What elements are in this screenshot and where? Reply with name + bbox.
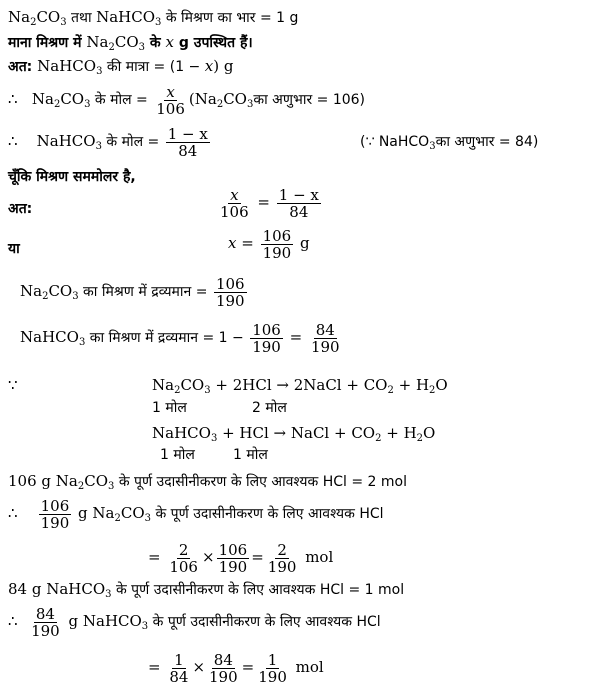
label-or: या <box>8 241 20 257</box>
fraction <box>154 84 187 117</box>
hindi-text: का मिश्रण में द्रव्यमान = <box>78 284 212 300</box>
subscript: 3 <box>141 621 149 632</box>
formula-text: CO <box>120 504 145 522</box>
equals-sign: = <box>257 193 270 211</box>
fraction <box>309 322 342 355</box>
numerator: 1 <box>267 650 278 669</box>
hindi-text: का अणुभार = 84) <box>435 134 539 150</box>
variable-x: x <box>204 57 214 75</box>
formula-text: + 2HCl → 2NaCl + CO <box>210 376 388 394</box>
fraction <box>261 228 294 261</box>
hindi-text: के पूर्ण उदासीनीकरण के लिए आवश्यक HCl <box>151 506 384 522</box>
subscript: 3 <box>246 99 254 110</box>
fraction <box>167 652 190 685</box>
multiply-sign: × <box>192 658 206 676</box>
subscript: 3 <box>78 337 86 348</box>
hindi-text: के मिश्रण का भार = 1 g <box>161 10 299 26</box>
hindi-text: माना मिश्रण में <box>8 35 87 51</box>
unit: g <box>295 234 310 252</box>
numerator: x <box>230 185 239 204</box>
numerator: 106 <box>215 274 245 293</box>
numerator: 106 <box>40 496 70 515</box>
numerator: 106 <box>218 540 248 559</box>
denominator: 190 <box>267 557 297 576</box>
formula-text: CO <box>36 8 61 26</box>
molar-mass-note <box>360 132 538 151</box>
hindi-text: के पूर्ण उदासीनीकरण के लिए आवश्यक HCl = 2 mol <box>114 474 407 490</box>
numerator: 1 − x <box>278 185 319 204</box>
formula-text: + H <box>381 424 417 442</box>
subscript: 3 <box>60 17 67 28</box>
equation-x-value <box>228 224 310 262</box>
subscript: 3 <box>155 17 162 28</box>
formula-text: 84 g NaHCO <box>8 580 106 598</box>
unit: mol <box>300 548 334 566</box>
hindi-text: के मोल = <box>101 134 164 150</box>
formula-text: CO <box>60 90 85 108</box>
mole-label: 2 मोल <box>252 400 287 416</box>
line-nahco3-hcl-required <box>8 580 404 599</box>
denominator: 84 <box>178 141 198 160</box>
subscript: 2 <box>216 99 224 110</box>
hindi-text: के मोल = <box>90 92 153 108</box>
equals-sign: = <box>241 658 255 676</box>
fraction <box>266 542 299 575</box>
calc-nahco3-hcl <box>148 648 324 686</box>
therefore-symbol: ∴ <box>8 90 18 108</box>
subscript: 2 <box>30 17 37 28</box>
variable-x: x <box>165 33 174 51</box>
subscript: 2 <box>375 433 382 444</box>
mole-label: 1 मोल <box>233 447 268 463</box>
denominator: 106 <box>156 99 185 118</box>
denominator: 190 <box>215 291 245 310</box>
hindi-text: के पूर्ण उदासीनीकरण के लिए आवश्यक HCl <box>148 614 381 630</box>
equals-sign: = <box>251 548 264 566</box>
subscript: 3 <box>105 589 112 600</box>
formula-text: NaHCO <box>152 424 211 442</box>
line-assume-x <box>8 33 253 52</box>
subscript: 2 <box>429 385 436 396</box>
subscript: 2 <box>77 481 85 492</box>
formula-text: 106 g Na <box>8 472 78 490</box>
because-symbol: ∵ <box>8 376 18 394</box>
therefore-symbol: ∴ <box>8 132 18 150</box>
formula-text: Na <box>152 376 175 394</box>
formula-text: CO <box>223 90 247 108</box>
equals-sign: = <box>148 548 166 566</box>
formula-text: (Na <box>188 90 217 108</box>
denominator: 190 <box>310 337 340 356</box>
numerator: 84 <box>213 650 233 669</box>
label-therefore: अत: <box>8 201 33 217</box>
hindi-text: (∵ NaHCO <box>360 134 430 150</box>
formula-text: CO <box>48 282 73 300</box>
denominator: 190 <box>40 513 70 532</box>
hindi-text: तथा <box>66 10 97 26</box>
denominator: 106 <box>220 202 249 221</box>
formula-text: Na <box>31 90 54 108</box>
fraction <box>39 498 72 531</box>
hindi-text: g उपस्थित हैं। <box>174 35 253 51</box>
formula-text: CO <box>84 472 108 490</box>
fraction <box>167 542 200 575</box>
calc-na2co3-hcl <box>148 538 333 576</box>
variable-x: x <box>228 234 237 252</box>
formula-text: + HCl → NaCl + CO <box>217 424 376 442</box>
line-na2co3-mass <box>20 272 249 310</box>
line-nahco3-moles <box>8 122 212 160</box>
formula-text: CO <box>180 376 205 394</box>
denominator: 190 <box>31 621 60 640</box>
fraction <box>207 652 240 685</box>
subscript: 3 <box>204 385 211 396</box>
hindi-text: अत: <box>8 59 38 75</box>
line-na2co3-hcl-required <box>8 472 407 491</box>
formula-text: + H <box>393 376 430 394</box>
subscript: 2 <box>42 291 49 302</box>
formula-text: NaHCO <box>37 57 97 75</box>
line-nahco3-hcl-for-mixture <box>8 602 381 640</box>
formula-text: NaHCO <box>36 132 96 150</box>
fraction <box>277 187 321 220</box>
numerator: 106 <box>262 226 292 245</box>
hindi-text: के पूर्ण उदासीनीकरण के लिए आवश्यक HCl = 1 mol <box>111 582 405 598</box>
subscript: 3 <box>95 141 102 152</box>
formula-text: NaHCO <box>96 8 155 26</box>
subscript: 2 <box>53 99 61 110</box>
subscript: 2 <box>114 513 121 524</box>
subscript: 3 <box>429 141 436 152</box>
subscript: 3 <box>96 66 103 77</box>
reaction-nahco3 <box>152 424 435 442</box>
denominator: 84 <box>289 202 309 221</box>
numerator: 84 <box>315 320 335 339</box>
therefore-symbol: ∴ <box>8 504 18 522</box>
fraction <box>250 322 283 355</box>
formula-text: ) g <box>213 57 234 75</box>
unit: mol <box>290 658 324 676</box>
subscript: 3 <box>84 99 91 110</box>
formula-text: g Na <box>73 504 115 522</box>
equals-sign: = <box>148 658 166 676</box>
formula-text: Na <box>8 8 31 26</box>
line-na2co3-moles <box>8 80 365 118</box>
denominator: 190 <box>218 557 248 576</box>
numerator: 106 <box>252 320 281 339</box>
fraction <box>217 542 250 575</box>
therefore-symbol: ∴ <box>8 612 18 630</box>
line-mixture-mass <box>8 8 298 27</box>
formula-text: CO <box>114 33 139 51</box>
hindi-text: का मिश्रण में द्रव्यमान = 1 − <box>85 330 249 346</box>
numerator: 2 <box>277 540 287 559</box>
formula-text: Na <box>86 33 109 51</box>
reaction-na2co3 <box>152 376 448 394</box>
equals-sign: = <box>284 328 307 346</box>
subscript: 2 <box>416 433 424 444</box>
fraction <box>166 126 210 159</box>
subscript: 3 <box>210 433 218 444</box>
numerator: 1 <box>174 650 184 669</box>
denominator: 190 <box>262 243 292 262</box>
numerator: 2 <box>178 540 189 559</box>
mole-label: 1 मोल <box>152 400 187 416</box>
mole-label: 1 मोल <box>160 447 195 463</box>
fraction <box>29 606 62 639</box>
line-nahco3-mass <box>20 318 344 356</box>
numerator: 84 <box>35 604 55 623</box>
line-na2co3-hcl-for-mixture <box>8 494 384 532</box>
multiply-sign: × <box>201 548 215 566</box>
fraction <box>256 652 289 685</box>
denominator: 190 <box>252 337 281 356</box>
line-equimolar: चूँकि मिश्रण सममोलर है, <box>8 169 136 185</box>
equals-sign: = <box>236 234 259 252</box>
subscript: 3 <box>108 481 115 492</box>
denominator: 84 <box>169 667 189 686</box>
numerator: x <box>166 82 175 101</box>
subscript: 3 <box>144 513 152 524</box>
hindi-text: की मात्रा = (1 − <box>102 59 205 75</box>
formula-text: O <box>423 424 436 442</box>
hindi-text: का अणुभार = 106) <box>253 92 365 108</box>
subscript: 3 <box>72 291 79 302</box>
subscript: 2 <box>174 385 181 396</box>
subscript: 2 <box>108 42 115 53</box>
formula-text: g NaHCO <box>63 612 142 630</box>
formula-text: O <box>435 376 448 394</box>
numerator: 1 − x <box>167 124 208 143</box>
equation-equimolar <box>216 183 323 221</box>
formula-text: Na <box>20 282 43 300</box>
denominator: 190 <box>258 667 287 686</box>
denominator: 190 <box>209 667 238 686</box>
fraction <box>218 187 251 220</box>
fraction <box>214 276 247 309</box>
hindi-text: के <box>145 35 166 51</box>
subscript: 2 <box>387 385 394 396</box>
subscript: 3 <box>138 42 146 53</box>
formula-text: NaHCO <box>20 328 79 346</box>
denominator: 106 <box>169 557 198 576</box>
line-nahco3-amount <box>8 57 233 76</box>
